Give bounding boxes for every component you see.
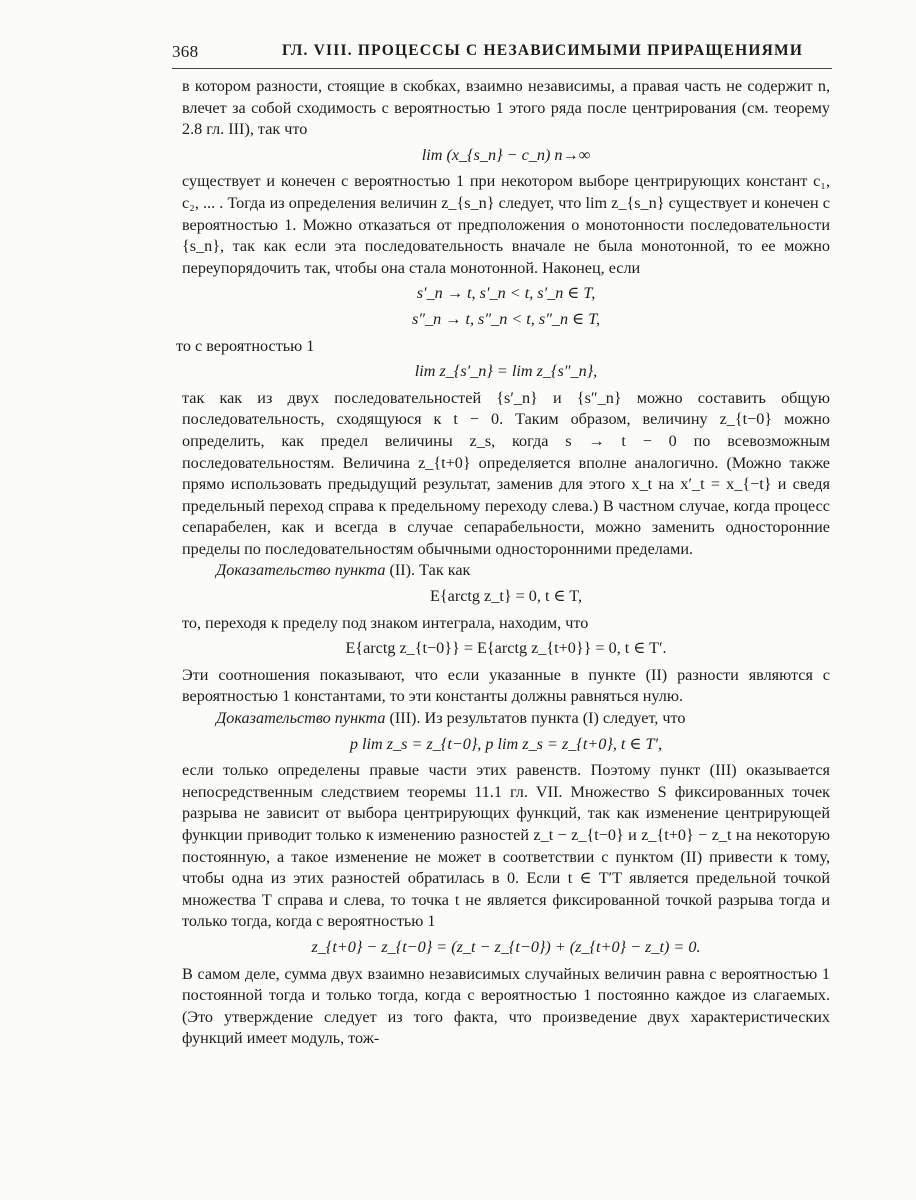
page-header bbox=[172, 42, 832, 68]
page-body bbox=[176, 76, 830, 1050]
paragraph-5 bbox=[182, 560, 830, 582]
paragraph-8-text: (III). Из результатов пункта (I) следует, что bbox=[389, 709, 686, 728]
paragraph-1: в котором разности, стоящие в скобках, взаимно независимы, а правая часть не содержит n, влечет за собой сходимость с вероятностью 1 этого ряда после центрирования (см. теорему 2.8 гл. III), так что bbox=[182, 77, 830, 139]
formula-s-double-prime: s″_n → t, s″_n < t, s″_n ∈ T, bbox=[411, 309, 601, 328]
paragraph-9: если только определены правые части этих равенств. Поэтому пункт (III) оказывается непосредственным следствием теоремы 11.1 гл. VII. Множество S фиксированных точек разрыва не зависит от выбора центрирующих функций, так как изменение центрирующей функции приводит только к изменению разностей z_t − z_{t−0} и z_{t+0} − z_t на некоторую постоянную, а такое изменение не может в соответствии с пунктом (II) привести к тому, чтобы одна из этих разностей обратилась в 0. Если t ∈ T′T является предельной точкой множества T справа и слева, то точка t не является фиксированной точкой разрыва тогда и только тогда, когда с вероятностью 1 bbox=[182, 761, 830, 931]
paragraph-2: существует и конечен с вероятностью 1 при некотором выборе центрирующих констант c₁, c₂, ... . Тогда из определения величин z_{s_n} следует, что lim z_{s_n} существует и конечен с вероятностью 1. Можно отказаться от предположения о монотонности последовательности {s_n}, так как если эта последовательность вначале не была монотонной, то ее можно переупорядочить так, чтобы она стала монотонной. Наконец, если bbox=[182, 172, 830, 277]
paragraph-7: Эти соотношения показывают, что если указанные в пункте (II) разности являются с вероятностью 1 константами, то эти константы должны равняться нулю. bbox=[182, 665, 830, 706]
formula-s-prime: s′_n → t, s′_n < t, s′_n ∈ T, bbox=[416, 284, 596, 303]
formula-e-arctg: E{arctg z_t} = 0, t ∈ T, bbox=[429, 587, 583, 606]
paragraph-10: В самом деле, сумма двух взаимно независимых случайных величин равна с вероятностью 1 постоянной тогда и только тогда, когда с вероятностью 1 постоянно каждое из слагаемых. (Это утверждение следует из того факта, что произведение двух характеристических функций имеет модуль, тож- bbox=[182, 964, 830, 1048]
formula-lim-x: lim (x_{s_n} − c_n) n→∞ bbox=[421, 145, 591, 164]
paragraph-3: то с вероятностью 1 bbox=[176, 336, 315, 355]
paragraph-4: так как из двух последовательностей {s′_n} и {s″_n} можно составить общую последовательность, сходящуюся к t − 0. Таким образом, величину z_{t−0} можно определить, как предел величины z_s, когда s → t − 0 по всевозможным последовательностям. Величина z_{t+0} определяется вполне аналогично. (Можно также прямо использовать предыдущий результат, заменив для этого x_t на x′_t = x_{−t} и сведя предельный переход справа к предельному переходу слева.) В частном случае, когда процесс сепарабелен, как и всегда в случае сепарабельности, можно заменить односторонние пределы по последовательностям обычными односторонними пределами. bbox=[182, 388, 830, 558]
running-title: ГЛ. VIII. ПРОЦЕССЫ С НЕЗАВИСИМЫМИ ПРИРАЩЕНИЯМИ bbox=[282, 42, 804, 59]
formula-lim-z: lim z_{s′_n} = lim z_{s″_n}, bbox=[414, 362, 598, 381]
proof-heading-iii: Доказательство пункта bbox=[216, 709, 386, 728]
formula-sum-differences: z_{t+0} − z_{t−0} = (z_t − z_{t−0}) + (z_{t+0} − z_t) = 0. bbox=[311, 937, 701, 956]
header-rule bbox=[172, 68, 832, 69]
formula-e-arctg-limits: E{arctg z_{t−0}} = E{arctg z_{t+0}} = 0, t ∈ T′. bbox=[345, 639, 667, 658]
paragraph-5-text: (II). Так как bbox=[389, 561, 471, 580]
page-number: 368 bbox=[172, 42, 199, 61]
paragraph-8 bbox=[182, 708, 830, 730]
formula-plim: p lim z_s = z_{t−0}, p lim z_s = z_{t+0}, t ∈ T′, bbox=[349, 734, 663, 753]
proof-heading-ii: Доказательство пункта bbox=[216, 561, 386, 580]
paragraph-6: то, переходя к пределу под знаком интеграла, находим, что bbox=[182, 613, 589, 632]
